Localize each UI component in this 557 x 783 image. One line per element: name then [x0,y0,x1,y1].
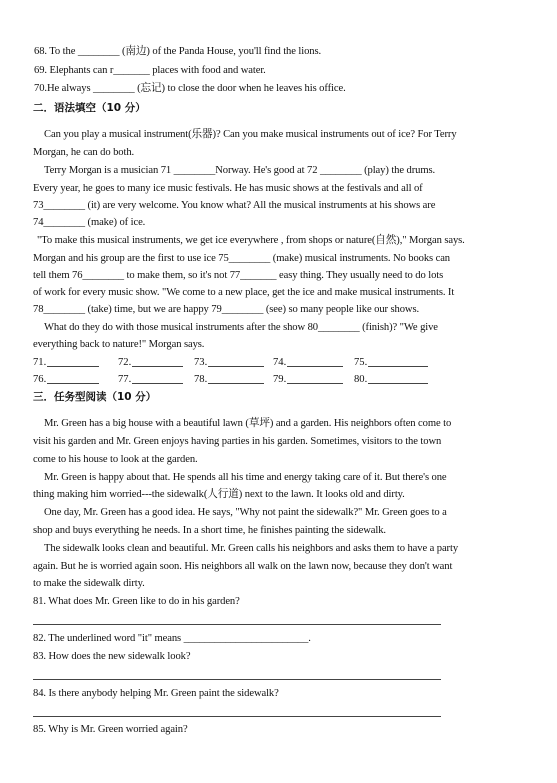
question-70: 70.He always ________ (忘记) to close the door when he leaves his office. [34,83,346,94]
section-title-reading: 三．任务型阅读（10 分） [33,391,157,403]
cloze-line: Terry Morgan is a musician 71 ________Norway. He's good at 72 ________ (play) the drums. [44,165,436,176]
answer-blank[interactable] [47,383,99,384]
answer-label-77: 77. [118,374,132,385]
reading-line: come to his house to look at the garden. [33,454,198,465]
answer-label-80: 80. [354,374,368,385]
cloze-line: Can you play a musical instrument(乐器)? Can you make musical instruments out of ice? For Terry [44,129,457,140]
answer-label-76: 76. [33,374,47,385]
reading-line: to make the sidewalk dirty. [33,578,145,589]
answer-line-81[interactable] [33,624,441,625]
reading-line: Mr. Green is happy about that. He spends all his time and energy taking care of it. But there's one [44,472,447,483]
question-84: 84. Is there anybody helping Mr. Green paint the sidewalk? [33,688,279,699]
cloze-line: Morgan, he can do both. [33,147,135,158]
cloze-line: everything back to nature!" Morgan says. [33,339,205,350]
answer-label-78: 78. [194,374,208,385]
reading-line: visit his garden and Mr. Green enjoys having parties in his garden. Sometimes, visitors to the town [33,436,442,447]
answer-blank[interactable] [287,366,343,367]
section-title-grammar: 二．语法填空（10 分） [33,102,146,114]
reading-line: The sidewalk looks clean and beautiful. Mr. Green calls his neighbors and asks them to have a party [44,543,459,554]
answer-label-75: 75. [354,357,368,368]
question-69: 69. Elephants can r_______ places with food and water. [34,65,266,76]
cloze-line: Morgan and his group are the first to use ice 75________ (make) musical instruments. No books can [33,253,451,264]
reading-line: Mr. Green has a big house with a beautiful lawn (草坪) and a garden. His neighbors often come to [44,418,452,429]
cloze-line: Every year, he goes to many ice music festivals. He has music shows at the festivals and all of [33,183,423,194]
cloze-line: "To make this musical instruments, we get ice everywhere , from shops or nature(自然)," Morgan says. [37,235,465,246]
answer-blank[interactable] [47,366,99,367]
cloze-line: 73________ (it) are very welcome. You know what? All the musical instruments at his shows are [33,200,436,211]
answer-blank[interactable] [132,383,183,384]
answer-label-73: 73. [194,357,208,368]
reading-line: One day, Mr. Green has a good idea. He says, "Why not paint the sidewalk?" Mr. Green goes to a [44,507,447,518]
answer-line-83[interactable] [33,679,441,680]
question-83: 83. How does the new sidewalk look? [33,651,191,662]
question-81: 81. What does Mr. Green like to do in his garden? [33,596,240,607]
reading-line: thing making him worried---the sidewalk(人行道) next to the lawn. It looks old and dirty. [33,489,405,500]
answer-label-71: 71. [33,357,47,368]
cloze-line: of work for every music show. "We come to a new place, get the ice and make musical instruments. It [33,287,455,298]
cloze-line: What do they do with those musical instruments after the show 80________ (finish)? "We give [44,322,438,333]
answer-line-84[interactable] [33,716,441,717]
answer-blank[interactable] [368,383,428,384]
question-68: 68. To the ________ (南边) of the Panda House, you'll find the lions. [34,46,322,57]
answer-blank[interactable] [132,366,183,367]
answer-label-79: 79. [273,374,287,385]
reading-line: again. But he is worried again soon. His neighbors all walk on the lawn now, because they don't want [33,561,453,572]
cloze-line: 74________ (make) of ice. [33,217,146,228]
answer-blank[interactable] [287,383,343,384]
answer-blank[interactable] [368,366,428,367]
cloze-line: tell them 76________ to make them, so it's not 77_______ easy thing. They usually need to do lots [33,270,444,281]
reading-line: shop and buys everything he needs. In a short time, he finishes painting the sidewalk. [33,525,386,536]
answer-blank[interactable] [208,366,264,367]
cloze-line: 78________ (take) time, but we are happy 79________ (see) so many people like our shows. [33,304,420,315]
question-85: 85. Why is Mr. Green worried again? [33,724,188,735]
answer-blank[interactable] [208,383,264,384]
question-82: 82. The underlined word "it" means ________________________. [33,633,311,644]
answer-label-74: 74. [273,357,287,368]
answer-label-72: 72. [118,357,132,368]
